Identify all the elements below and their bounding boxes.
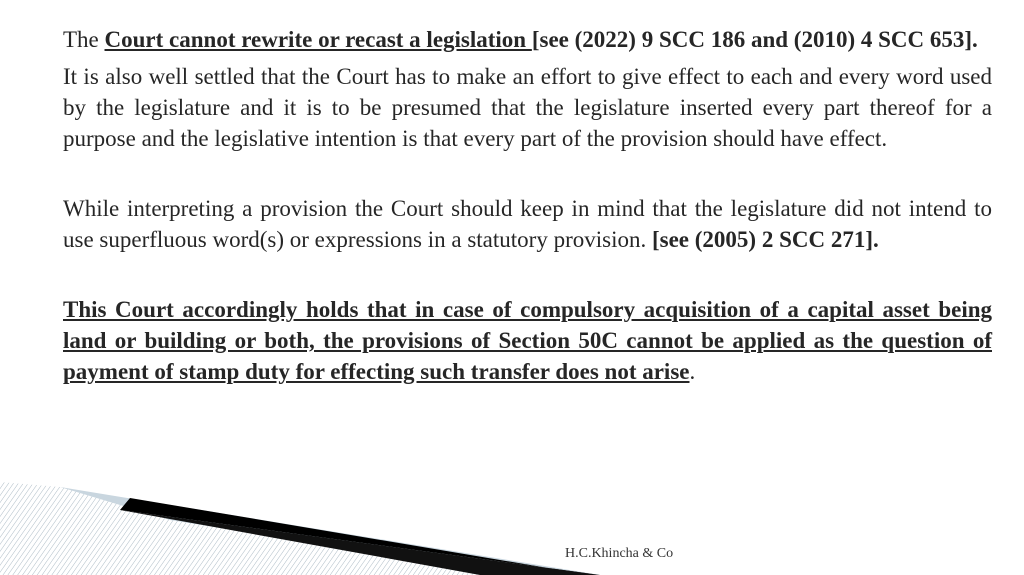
p2-text: It is also well settled that the Court has to make an effort to give effect to each and every word used by the legislature and it is to be presumed that the legislature inserted every part thereof for a purpose and the legislative intention is that every part of the provision should have effect. [63,64,992,151]
p1-citation: [see (2022) 9 SCC 186 and (2010) 4 SCC 653]. [531,27,978,52]
p4-end: . [689,359,696,384]
p1-lead: The [63,27,105,52]
p4-holding-text: This Court accordingly holds that in case of compulsory acquisition of a capital asset being land or building or both, the provisions of Section 50C cannot be applied as the question of payment of stamp duty for effecting such transfer does not arise [63,297,992,384]
footer-firm-name: H.C.Khincha & Co [565,546,674,561]
p3-text: While interpreting a provision the Court should keep in mind that the legislature did not intend to use superfluous word(s) or expressions in a statutory provision. [63,196,992,252]
p3-citation: [see (2005) 2 SCC 271]. [651,227,879,252]
p1-key-phrase: Court cannot rewrite or recast a legislation [104,27,532,52]
